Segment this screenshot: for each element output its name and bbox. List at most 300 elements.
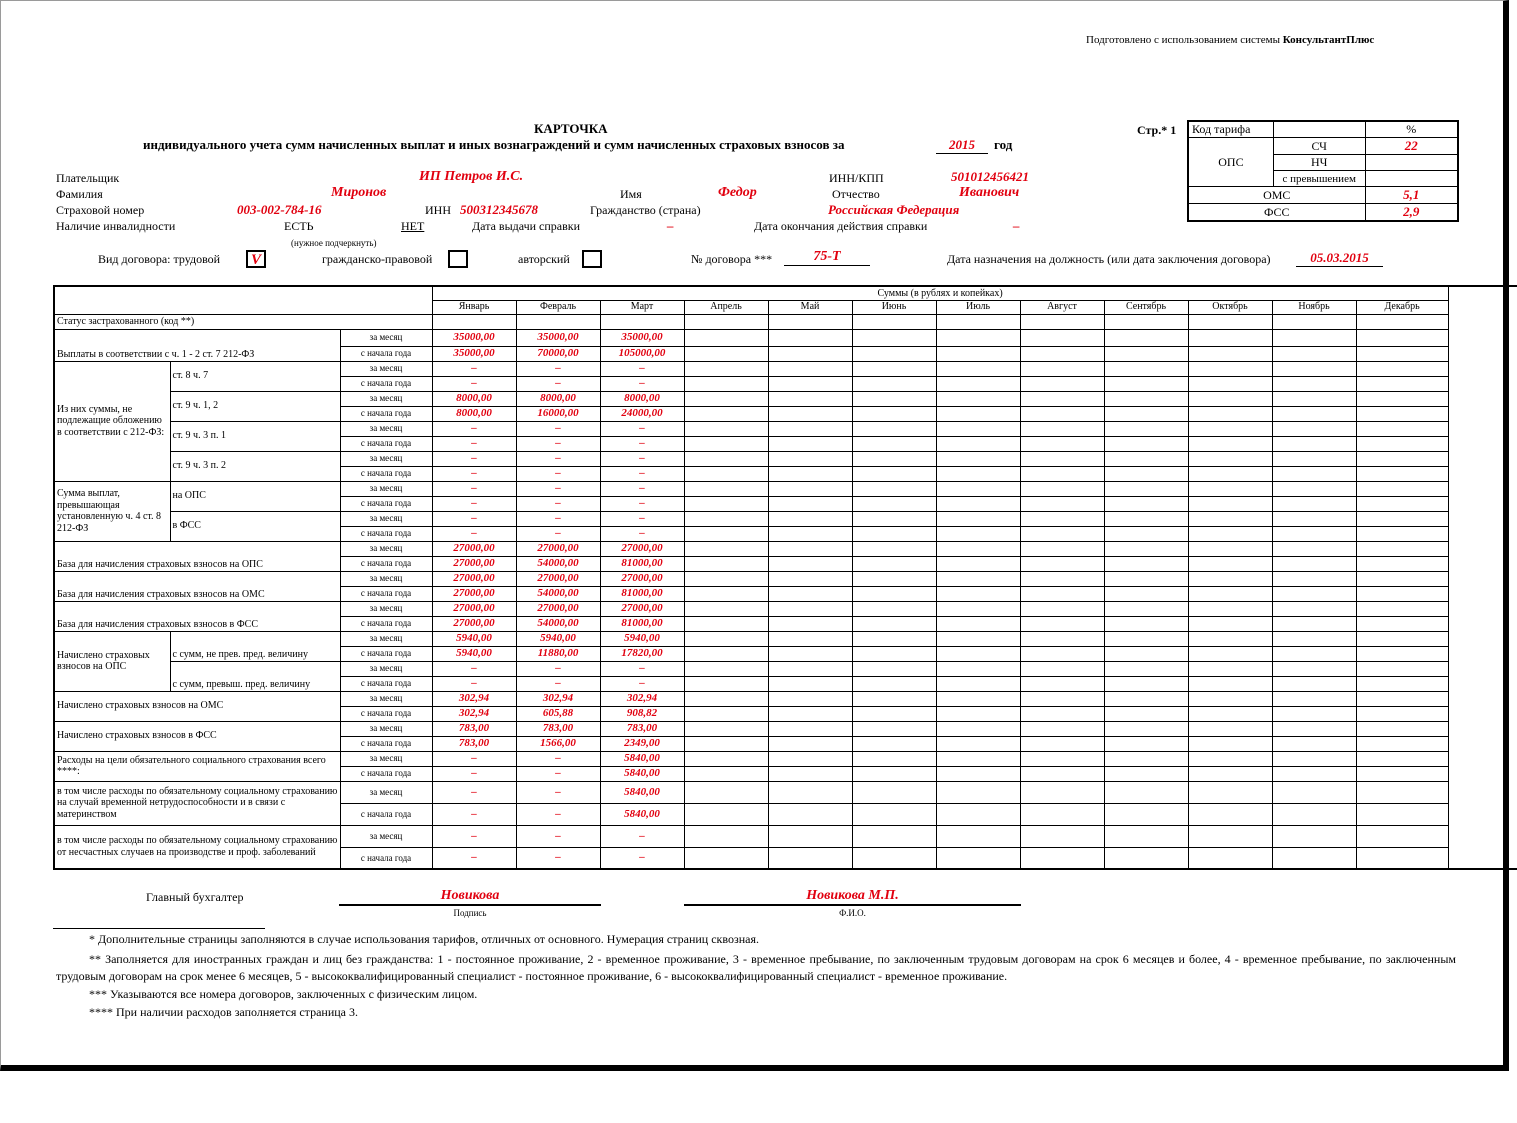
period-label: за месяц xyxy=(340,481,432,496)
value-cell xyxy=(684,481,768,496)
value-cell: 5840,00 xyxy=(600,803,684,825)
footnote-3: *** Указываются все номера договоров, заключенных с физическим лицом. xyxy=(89,987,478,1001)
period-label: с начала года xyxy=(340,526,432,541)
value-cell xyxy=(936,751,1020,766)
value-cell xyxy=(684,406,768,421)
value-cell: 5840,00 xyxy=(600,766,684,781)
inn-value: 500312345678 xyxy=(460,202,538,217)
value-cell: – xyxy=(432,466,516,481)
accr-ops-above-label: с сумм, превыш. пред. величину xyxy=(170,661,340,691)
value-cell: – xyxy=(600,376,684,391)
period-label: с начала года xyxy=(340,406,432,421)
prepared-note xyxy=(1086,34,1374,46)
contract-number-label: № договора *** xyxy=(691,252,773,266)
value-cell xyxy=(1356,541,1448,556)
value-cell xyxy=(1020,346,1104,361)
value-cell xyxy=(1020,421,1104,436)
footnote-4: **** При наличии расходов заполняется страница 3. xyxy=(89,1005,358,1019)
tariff-fss-label: ФСС xyxy=(1188,204,1365,222)
value-cell xyxy=(1020,825,1104,847)
value-cell xyxy=(1356,481,1448,496)
value-cell xyxy=(936,803,1020,825)
value-cell xyxy=(768,736,852,751)
value-cell: 302,94 xyxy=(432,706,516,721)
value-cell: 27000,00 xyxy=(432,616,516,631)
disability-yes[interactable]: ЕСТЬ xyxy=(284,219,314,233)
value-cell xyxy=(1272,391,1356,406)
value-cell xyxy=(1188,646,1272,661)
value-cell: – xyxy=(600,661,684,676)
value-cell xyxy=(1020,676,1104,691)
value-cell xyxy=(684,421,768,436)
value-cell xyxy=(852,766,936,781)
value-cell: – xyxy=(432,361,516,376)
value-cell: – xyxy=(600,436,684,451)
value-cell: 5840,00 xyxy=(600,781,684,803)
value-cell xyxy=(1188,391,1272,406)
value-cell xyxy=(852,376,936,391)
value-cell xyxy=(852,736,936,751)
value-cell xyxy=(1020,541,1104,556)
value-cell xyxy=(1188,825,1272,847)
value-cell: – xyxy=(516,451,600,466)
value-cell xyxy=(1188,706,1272,721)
value-cell xyxy=(684,329,768,346)
value-cell xyxy=(1272,631,1356,646)
status-cell xyxy=(432,314,516,329)
value-cell xyxy=(1104,601,1188,616)
month-header: Январь xyxy=(432,300,516,314)
value-cell xyxy=(1104,361,1188,376)
value-cell xyxy=(852,676,936,691)
value-cell xyxy=(852,391,936,406)
value-cell xyxy=(852,346,936,361)
value-cell xyxy=(1020,661,1104,676)
value-cell xyxy=(1020,526,1104,541)
value-cell xyxy=(936,391,1020,406)
value-cell: – xyxy=(516,361,600,376)
value-cell xyxy=(684,496,768,511)
value-cell: 27000,00 xyxy=(600,541,684,556)
value-cell xyxy=(1272,556,1356,571)
value-cell: – xyxy=(516,766,600,781)
value-cell xyxy=(852,511,936,526)
value-cell xyxy=(1020,781,1104,803)
value-cell xyxy=(936,466,1020,481)
value-cell xyxy=(1356,526,1448,541)
value-cell xyxy=(1272,721,1356,736)
accr-oms-label: Начислено страховых взносов на ОМС xyxy=(54,691,340,721)
status-cell xyxy=(1272,314,1356,329)
value-cell: 302,94 xyxy=(432,691,516,706)
value-cell xyxy=(1272,676,1356,691)
value-cell xyxy=(852,691,936,706)
value-cell xyxy=(1188,803,1272,825)
value-cell xyxy=(1272,346,1356,361)
value-cell xyxy=(1104,541,1188,556)
value-cell xyxy=(1188,601,1272,616)
value-cell xyxy=(1188,346,1272,361)
value-cell xyxy=(1188,736,1272,751)
value-cell xyxy=(1020,361,1104,376)
prepared-prefix: Подготовлено с использованием системы xyxy=(1086,34,1283,46)
value-cell: – xyxy=(432,781,516,803)
value-cell xyxy=(936,631,1020,646)
value-cell xyxy=(1104,766,1188,781)
value-cell: – xyxy=(516,421,600,436)
value-cell xyxy=(852,661,936,676)
tariff-oms-label: ОМС xyxy=(1188,187,1365,204)
card-title: КАРТОЧКА xyxy=(534,121,608,136)
value-cell xyxy=(1188,421,1272,436)
value-cell xyxy=(852,451,936,466)
civil-contract-checkbox[interactable] xyxy=(448,250,468,268)
value-cell: 35000,00 xyxy=(600,329,684,346)
status-cell xyxy=(1188,314,1272,329)
value-cell xyxy=(684,691,768,706)
value-cell: – xyxy=(516,825,600,847)
value-cell: – xyxy=(432,847,516,869)
value-cell: – xyxy=(600,361,684,376)
value-cell xyxy=(1020,329,1104,346)
inn-kpp-value: 501012456421 xyxy=(951,169,1029,184)
cert-end-value: – xyxy=(1013,218,1020,233)
value-cell: 81000,00 xyxy=(600,556,684,571)
value-cell xyxy=(1104,825,1188,847)
status-cell xyxy=(768,314,852,329)
value-cell xyxy=(1188,616,1272,631)
period-label: с начала года xyxy=(340,736,432,751)
value-cell xyxy=(852,646,936,661)
value-cell xyxy=(768,586,852,601)
value-cell xyxy=(684,601,768,616)
status-cell xyxy=(936,314,1020,329)
status-cell xyxy=(684,314,768,329)
excess-fss-label: в ФСС xyxy=(170,511,340,541)
value-cell xyxy=(684,376,768,391)
base-oms-label: База для начисления страховых взносов на ОМС xyxy=(54,571,340,601)
value-cell xyxy=(1356,391,1448,406)
value-cell: 27000,00 xyxy=(516,601,600,616)
value-cell xyxy=(1356,376,1448,391)
period-label: с начала года xyxy=(340,706,432,721)
payer-label: Плательщик xyxy=(56,171,120,185)
tariff-code-cell xyxy=(1273,121,1365,138)
value-cell xyxy=(768,781,852,803)
period-label: с начала года xyxy=(340,847,432,869)
month-header: Октябрь xyxy=(1188,300,1272,314)
value-cell xyxy=(684,825,768,847)
value-cell xyxy=(684,721,768,736)
value-cell xyxy=(1104,706,1188,721)
value-cell xyxy=(1188,526,1272,541)
status-cell xyxy=(852,314,936,329)
status-cell xyxy=(600,314,684,329)
value-cell: 5840,00 xyxy=(600,751,684,766)
accr-ops-label: Начислено страховых взносов на ОПС xyxy=(54,631,170,691)
value-cell xyxy=(1188,466,1272,481)
value-cell xyxy=(852,556,936,571)
tariff-code-label: Код тарифа xyxy=(1188,121,1273,138)
value-cell xyxy=(1104,631,1188,646)
value-cell xyxy=(768,847,852,869)
value-cell xyxy=(1104,436,1188,451)
prepared-brand: КонсультантПлюс xyxy=(1282,34,1375,46)
value-cell: 81000,00 xyxy=(600,616,684,631)
value-cell: – xyxy=(432,825,516,847)
excess-label: Сумма выплат, превышающая установленную ч. 4 ст. 8 212-ФЗ xyxy=(54,481,170,541)
name-label: Имя xyxy=(620,187,642,201)
value-cell: – xyxy=(516,781,600,803)
value-cell: – xyxy=(516,751,600,766)
period-label: с начала года xyxy=(340,436,432,451)
value-cell xyxy=(1020,496,1104,511)
value-cell: – xyxy=(516,436,600,451)
value-cell xyxy=(936,526,1020,541)
period-label: с начала года xyxy=(340,803,432,825)
value-cell xyxy=(936,451,1020,466)
value-cell xyxy=(852,601,936,616)
value-cell xyxy=(1104,556,1188,571)
value-cell xyxy=(936,721,1020,736)
value-cell xyxy=(936,646,1020,661)
value-cell xyxy=(768,391,852,406)
period-label: за месяц xyxy=(340,691,432,706)
value-cell xyxy=(936,556,1020,571)
month-header: Август xyxy=(1020,300,1104,314)
value-cell: 783,00 xyxy=(432,721,516,736)
value-cell xyxy=(1188,556,1272,571)
inn-kpp-label: ИНН/КПП xyxy=(829,171,884,185)
value-cell: – xyxy=(600,481,684,496)
value-cell xyxy=(1356,556,1448,571)
value-cell xyxy=(936,825,1020,847)
card-subtitle: индивидуального учета сумм начисленных выплат и иных вознаграждений и сумм начисленных страховых взносов за xyxy=(143,137,845,152)
period-label: за месяц xyxy=(340,511,432,526)
value-cell xyxy=(936,421,1020,436)
value-cell xyxy=(684,751,768,766)
value-cell xyxy=(1188,571,1272,586)
value-cell xyxy=(1272,646,1356,661)
value-cell xyxy=(936,781,1020,803)
value-cell: 17820,00 xyxy=(600,646,684,661)
value-cell xyxy=(1272,406,1356,421)
value-cell xyxy=(768,526,852,541)
value-cell xyxy=(852,781,936,803)
value-cell xyxy=(768,329,852,346)
value-cell xyxy=(684,436,768,451)
value-cell xyxy=(1188,631,1272,646)
value-cell xyxy=(768,721,852,736)
value-cell xyxy=(1020,406,1104,421)
value-cell xyxy=(768,361,852,376)
value-cell xyxy=(768,466,852,481)
value-cell: – xyxy=(600,847,684,869)
value-cell: 35000,00 xyxy=(432,346,516,361)
value-cell xyxy=(1020,646,1104,661)
value-cell: – xyxy=(600,496,684,511)
cert-issue-label: Дата выдачи справки xyxy=(472,219,581,233)
value-cell xyxy=(1020,451,1104,466)
value-cell xyxy=(684,803,768,825)
tariff-sch-value: 22 xyxy=(1365,138,1458,155)
signature-caption: Подпись xyxy=(453,908,487,918)
value-cell: 81000,00 xyxy=(600,586,684,601)
value-cell xyxy=(936,736,1020,751)
value-cell xyxy=(1272,616,1356,631)
month-header: Апрель xyxy=(684,300,768,314)
value-cell xyxy=(1104,496,1188,511)
value-cell xyxy=(1356,616,1448,631)
value-cell xyxy=(936,676,1020,691)
value-cell: – xyxy=(600,421,684,436)
value-cell: 54000,00 xyxy=(516,616,600,631)
value-cell xyxy=(852,406,936,421)
value-cell xyxy=(1104,661,1188,676)
value-cell xyxy=(1104,721,1188,736)
value-cell xyxy=(684,511,768,526)
value-cell xyxy=(768,481,852,496)
value-cell xyxy=(1272,661,1356,676)
value-cell xyxy=(936,691,1020,706)
value-cell xyxy=(768,803,852,825)
value-cell xyxy=(1272,803,1356,825)
value-cell: – xyxy=(432,803,516,825)
value-cell xyxy=(936,346,1020,361)
value-cell xyxy=(1356,631,1448,646)
value-cell: – xyxy=(600,676,684,691)
value-cell: – xyxy=(516,803,600,825)
value-cell xyxy=(1272,421,1356,436)
value-cell xyxy=(852,751,936,766)
value-cell xyxy=(684,661,768,676)
value-cell xyxy=(1356,751,1448,766)
value-cell xyxy=(936,766,1020,781)
period-label: за месяц xyxy=(340,329,432,346)
value-cell xyxy=(684,646,768,661)
value-cell xyxy=(768,766,852,781)
payouts-label: Выплаты в соответствии с ч. 1 - 2 ст. 7 212-ФЗ xyxy=(54,329,340,361)
base-fss-label: База для начисления страховых взносов в ФСС xyxy=(54,601,340,631)
value-cell xyxy=(768,661,852,676)
value-cell xyxy=(1104,421,1188,436)
value-cell: – xyxy=(516,661,600,676)
tariff-over-value xyxy=(1365,171,1458,187)
fio-value: Новикова М.П. xyxy=(684,888,1021,906)
value-cell xyxy=(1020,481,1104,496)
value-cell: – xyxy=(432,511,516,526)
value-cell: 8000,00 xyxy=(432,406,516,421)
value-cell xyxy=(1020,751,1104,766)
value-cell xyxy=(1104,646,1188,661)
value-cell xyxy=(768,691,852,706)
period-label: за месяц xyxy=(340,721,432,736)
value-cell xyxy=(852,631,936,646)
disability-no[interactable]: НЕТ xyxy=(401,219,425,233)
value-cell xyxy=(1104,616,1188,631)
contract-date-value: 05.03.2015 xyxy=(1296,250,1383,267)
value-cell xyxy=(1272,736,1356,751)
value-cell: – xyxy=(600,511,684,526)
patronymic-value: Иванович xyxy=(959,185,1020,200)
value-cell xyxy=(684,361,768,376)
value-cell xyxy=(1104,526,1188,541)
excess-ops-label: на ОПС xyxy=(170,481,340,511)
value-cell xyxy=(1104,691,1188,706)
grid-corner xyxy=(54,286,432,314)
value-cell xyxy=(1188,751,1272,766)
value-cell xyxy=(1356,496,1448,511)
value-cell xyxy=(1188,406,1272,421)
value-cell xyxy=(1188,451,1272,466)
value-cell xyxy=(1188,586,1272,601)
value-cell xyxy=(684,616,768,631)
art9-12-label: ст. 9 ч. 1, 2 xyxy=(170,391,340,421)
base-ops-label: База для начисления страховых взносов на ОПС xyxy=(54,541,340,571)
value-cell xyxy=(1272,601,1356,616)
value-cell xyxy=(852,825,936,847)
value-cell xyxy=(684,781,768,803)
value-cell xyxy=(1356,451,1448,466)
value-cell: 5940,00 xyxy=(600,631,684,646)
labor-contract-checkbox[interactable]: V xyxy=(246,250,266,268)
month-header: Июль xyxy=(936,300,1020,314)
footnote-divider xyxy=(53,928,265,929)
value-cell: 35000,00 xyxy=(432,329,516,346)
value-cell: 8000,00 xyxy=(432,391,516,406)
month-header: Июнь xyxy=(852,300,936,314)
value-cell xyxy=(1356,781,1448,803)
value-cell: – xyxy=(432,766,516,781)
value-cell xyxy=(1356,706,1448,721)
value-cell xyxy=(1020,721,1104,736)
value-cell xyxy=(1020,511,1104,526)
period-label: с начала года xyxy=(340,556,432,571)
value-cell xyxy=(1272,751,1356,766)
value-cell: – xyxy=(432,661,516,676)
status-cell xyxy=(1020,314,1104,329)
value-cell xyxy=(1188,766,1272,781)
value-cell xyxy=(684,736,768,751)
value-cell: – xyxy=(432,676,516,691)
value-cell: 70000,00 xyxy=(516,346,600,361)
value-cell: – xyxy=(432,436,516,451)
value-cell xyxy=(1356,691,1448,706)
value-cell xyxy=(1104,451,1188,466)
value-cell xyxy=(768,406,852,421)
value-cell xyxy=(1356,825,1448,847)
value-cell xyxy=(852,361,936,376)
tariff-sch-label: СЧ xyxy=(1273,138,1365,155)
value-cell xyxy=(936,511,1020,526)
value-cell: – xyxy=(600,451,684,466)
value-cell xyxy=(1356,571,1448,586)
value-cell xyxy=(852,436,936,451)
value-cell: – xyxy=(432,751,516,766)
value-cell xyxy=(936,847,1020,869)
value-cell: – xyxy=(516,481,600,496)
value-cell xyxy=(1356,646,1448,661)
month-header: Март xyxy=(600,300,684,314)
value-cell: 105000,00 xyxy=(600,346,684,361)
value-cell xyxy=(936,616,1020,631)
month-header: Сентябрь xyxy=(1104,300,1188,314)
value-cell xyxy=(768,496,852,511)
author-contract-checkbox[interactable] xyxy=(582,250,602,268)
value-cell xyxy=(1188,721,1272,736)
period-label: с начала года xyxy=(340,676,432,691)
value-cell xyxy=(1188,496,1272,511)
